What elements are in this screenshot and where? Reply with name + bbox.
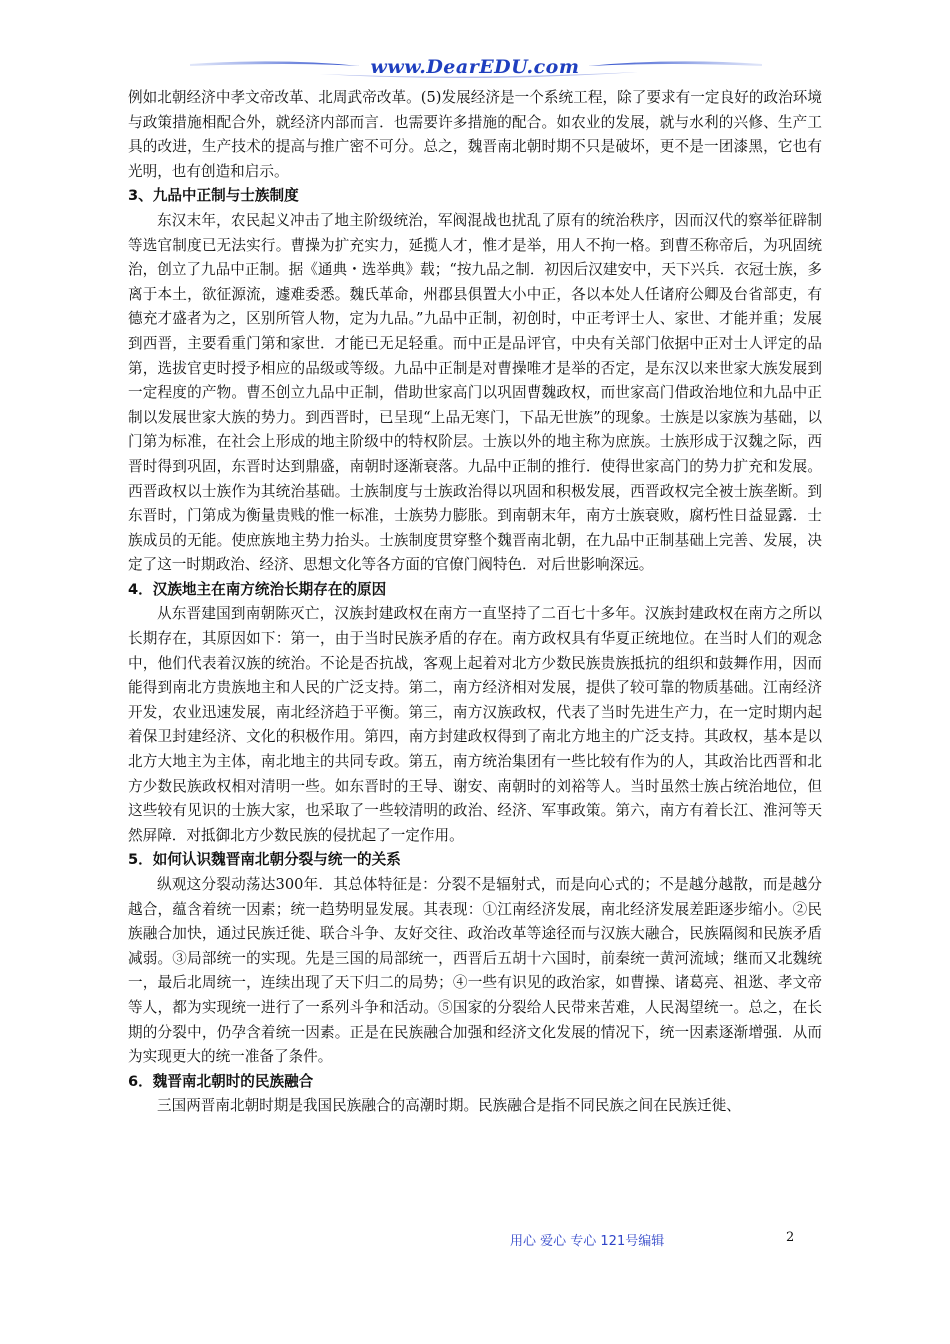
section-heading: 3、九品中正制与士族制度 <box>128 187 299 205</box>
section-heading: 5．如何认识魏晋南北朝分裂与统一的关系 <box>128 851 401 869</box>
paragraph: 东汉末年，农民起义冲击了地主阶级统治，军阀混战也扰乱了原有的统治秩序，因而汉代的察举征辟制等选官制度已无法实行。曹操为扩充实力，延揽人才，惟才是举，用人不拘一格。到曹丕称帝后，为巩固统治，创立了九品中正制。据《通典・选举典》载；“按九品之制．初因后汉建安中，天下兴兵．衣冠士族，多离于本土，欲征源流，遽难委悉。魏氏革命，州郡县俱置大小中正，各以本处人任诸府公卿及台省部吏，有德充才盛者为之，区别所管人物，定为九品。”九品中正制，初创时，中正考评士人、家世、才能并重；发展到西晋，主要看重门第和家世．才能已无足轻重。而中正是品评官，中央有关部门依据中正对士人评定的品第，选拔官吏时授予相应的品级或等级。九品中正制是对曹操唯才是举的否定，是东汉以来世家大族发展到一定程度的产物。曹丕创立九品中正制，借助世家高门以巩固曹魏政权，而世家高门借政治地位和九品中正制以发展世家大族的势力。到西晋时，已呈现“上品无寒门，下品无世族”的现象。士族是以家族为基础，以门第为标准，在社会上形成的地主阶级中的特权阶层。士族以外的地主称为庶族。士族形成于汉魏之际，西晋时得到巩固，东晋时达到鼎盛，南朝时逐渐衰落。九品中正制的推行．使得世家高门的势力扩充和发展。西晋政权以士族作为其统治基础。士族制度与士族政治得以巩固和积极发展，西晋政权完全被士族垄断。到东晋时，门第成为衡量贵贱的惟一标准，士族势力膨胀。到南朝末年，南方士族衰败，腐朽性日益显露．士族成员的无能。使庶族地主势力抬头。士族制度贯穿整个魏晋南北朝，在九品中正制基础上完善、发展，决定了这一时期政治、经济、思想文化等各方面的官僚门阀特色．对后世影响深远。 <box>128 211 822 574</box>
section-heading: 4．汉族地主在南方统治长期存在的原因 <box>128 580 387 598</box>
paragraph: 从东晋建国到南朝陈灭亡，汉族封建政权在南方一直坚持了二百七十多年。汉族封建政权在南方之所以长期存在，其原因如下：第一，由于当时民族矛盾的存在。南方政权具有华夏正统地位。在当时人们的观念中，他们代表着汉族的统治。不论是否抗战，客观上起着对北方少数民族贵族抵抗的组织和鼓舞作用，因而能得到南北方贵族地主和人民的广泛支持。第二，南方经济相对发展，提供了较可靠的物质基础。江南经济开发，农业迅速发展，南北经济趋于平衡。第三，南方汉族政权，代表了当时先进生产力，在一定时期内起着保卫封建经济、文化的积极作用。第四，南方封建政权得到了南北方地主的广泛支持。其政权，基本是以北方大地主为主体，南北地主的共同专政。第五，南方统治集团有一些比较有作为的人，其政治比西晋和北方少数民族政权相对清明一些。如东晋时的王导、谢安、南朝时的刘裕等人。当时虽然士族占统治地位，但这些较有见识的士族大家，也采取了一些较清明的政治、经济、军事政策。第六，南方有着长江、淮河等天然屏障．对抵御北方少数民族的侵扰起了一定作用。 <box>128 605 822 844</box>
paragraph: 三国两晋南北朝时期是我国民族融合的高潮时期。民族融合是指不同民族之间在民族迁徙、 <box>157 1097 741 1115</box>
section-heading: 6．魏晋南北朝时的民族融合 <box>128 1072 314 1090</box>
paragraph: 例如北朝经济中孝文帝改革、北周武帝改革。(5)发展经济是一个系统工程，除了要求有一定良好的政治环境与政策措施相配合外，就经济内部而言．也需要许多措施的配合。如农业的发展，就与水利的兴修、生产工具的改进，生产技术的提高与推广密不可分。总之，魏晋南北朝时期不只是破坏，更不是一团漆黑，它也有光明，也有创造和启示。 <box>128 89 822 180</box>
site-url[interactable]: www.DearEDU.com <box>370 56 580 78</box>
page-number: 2 <box>786 1230 795 1245</box>
page-header <box>0 52 950 86</box>
footer-note: 用心 爱心 专心 121号编辑 <box>510 1234 665 1249</box>
article-body <box>128 86 822 1119</box>
paragraph: 纵观这分裂动荡达300年．其总体特征是：分裂不是辐射式，而是向心式的；不是越分越散，而是越分越合，蕴含着统一因素；统一趋势明显发展。其表现：①江南经济发展，南北经济发展差距逐步缩小。②民族融合加快，通过民族迁徙、联合斗争、友好交往、政治改革等途径而与汉族大融合，民族隔阂和民族矛盾减弱。③局部统一的实现。先是三国的局部统一，西晋后五胡十六国时，前秦统一黄河流域；继而又北魏统一，最后北周统一，连续出现了天下归二的局势；④一些有识见的政治家，如曹操、诸葛亮、祖逖、孝文帝等人，都为实现统一进行了一系列斗争和活动。⑤国家的分裂给人民带来苦难，人民渴望统一。总之，在长期的分裂中，仍孕含着统一因素。正是在民族融合加强和经济文化发展的情况下，统一因素逐渐增强．从而为实现更大的统一准备了条件。 <box>128 876 822 1066</box>
